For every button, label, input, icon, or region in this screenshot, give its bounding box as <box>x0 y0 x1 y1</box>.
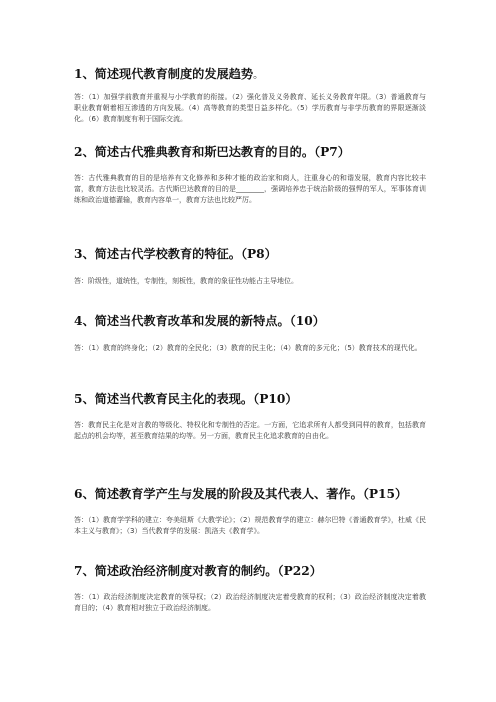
answer-text: 答：阶级性，道统性，专制性，刻板性，教育的象征性功能占主导地位。 <box>74 277 298 285</box>
question-6 <box>74 486 426 537</box>
answer-text: 答：教育民主化是对言教的等级化、特权化和专制性的否定。一方面，它追求所有人都受到同样的教育，包括教育起点的机会均等，甚至教育结果的均等。另一方面，教育民主化追求教育的自由化。 <box>74 421 426 441</box>
answer-text: 答：（1）教育的终身化；（2）教育的全民化；（3）教育的民主化；（4）教育的多元化；（5）教育技术的现代化。 <box>74 344 422 352</box>
question-title: 7、简述政治经济制度对教育的制约。（P22） <box>74 564 322 578</box>
question-1 <box>74 66 426 126</box>
question-title: 1、简述现代教育制度的发展趋势。 <box>74 67 264 81</box>
question-title: 2、简述古代雅典教育和斯巴达教育的目的。（P7） <box>74 145 350 159</box>
question-3 <box>74 246 426 287</box>
question-7 <box>74 563 426 614</box>
question-title: 3、简述古代学校教育的特征。（P8） <box>74 247 277 261</box>
question-5 <box>74 391 426 442</box>
answer-text: 答：（1）政治经济制度决定教育的领导权；（2）政治经济制度决定着受教育的权利；（3）政治经济制度决定着教育目的；（4）教育相对独立于政治经济制度。 <box>74 593 426 613</box>
question-2 <box>74 144 426 207</box>
question-title: 5、简述当代教育民主化的表现。（P10） <box>74 392 298 406</box>
answer-text: 答：古代雅典教育的目的是培养有文化修养和多种才能的政治家和商人，注重身心的和谐发展，教育内容比较丰富，教育方法也比较灵活。古代斯巴达教育的目的是________，强调培养忠于统治阶级的强悍的军人，军事体育训练和政治道德灌输，教育内容单一，教育方法也比较严厉。 <box>74 174 426 205</box>
question-title: 4、简述当代教育改革和发展的新特点。（10） <box>74 314 325 328</box>
question-4 <box>74 313 426 354</box>
answer-text: 答：（1）加强学前教育并重视与小学教育的衔接。（2）强化普及义务教育、延长义务教育年限。（3）普通教育与职业教育朝着相互渗透的方向发展。（4）高等教育的类型日益多样化。（5）学历教育与非学历教育的界限逐渐淡化。（6）教育制度有利于国际交流。 <box>74 93 426 124</box>
answer-text: 答：（1）教育学学科的建立：夸美纽斯《大教学论》；（2）规范教育学的建立：赫尔巴特《普通教育学》，杜威《民本主义与教育》；（3）当代教育学的发展：凯洛夫《教育学》。 <box>74 516 426 536</box>
question-title: 6、简述教育学产生与发展的阶段及其代表人、著作。（P15） <box>74 487 408 501</box>
